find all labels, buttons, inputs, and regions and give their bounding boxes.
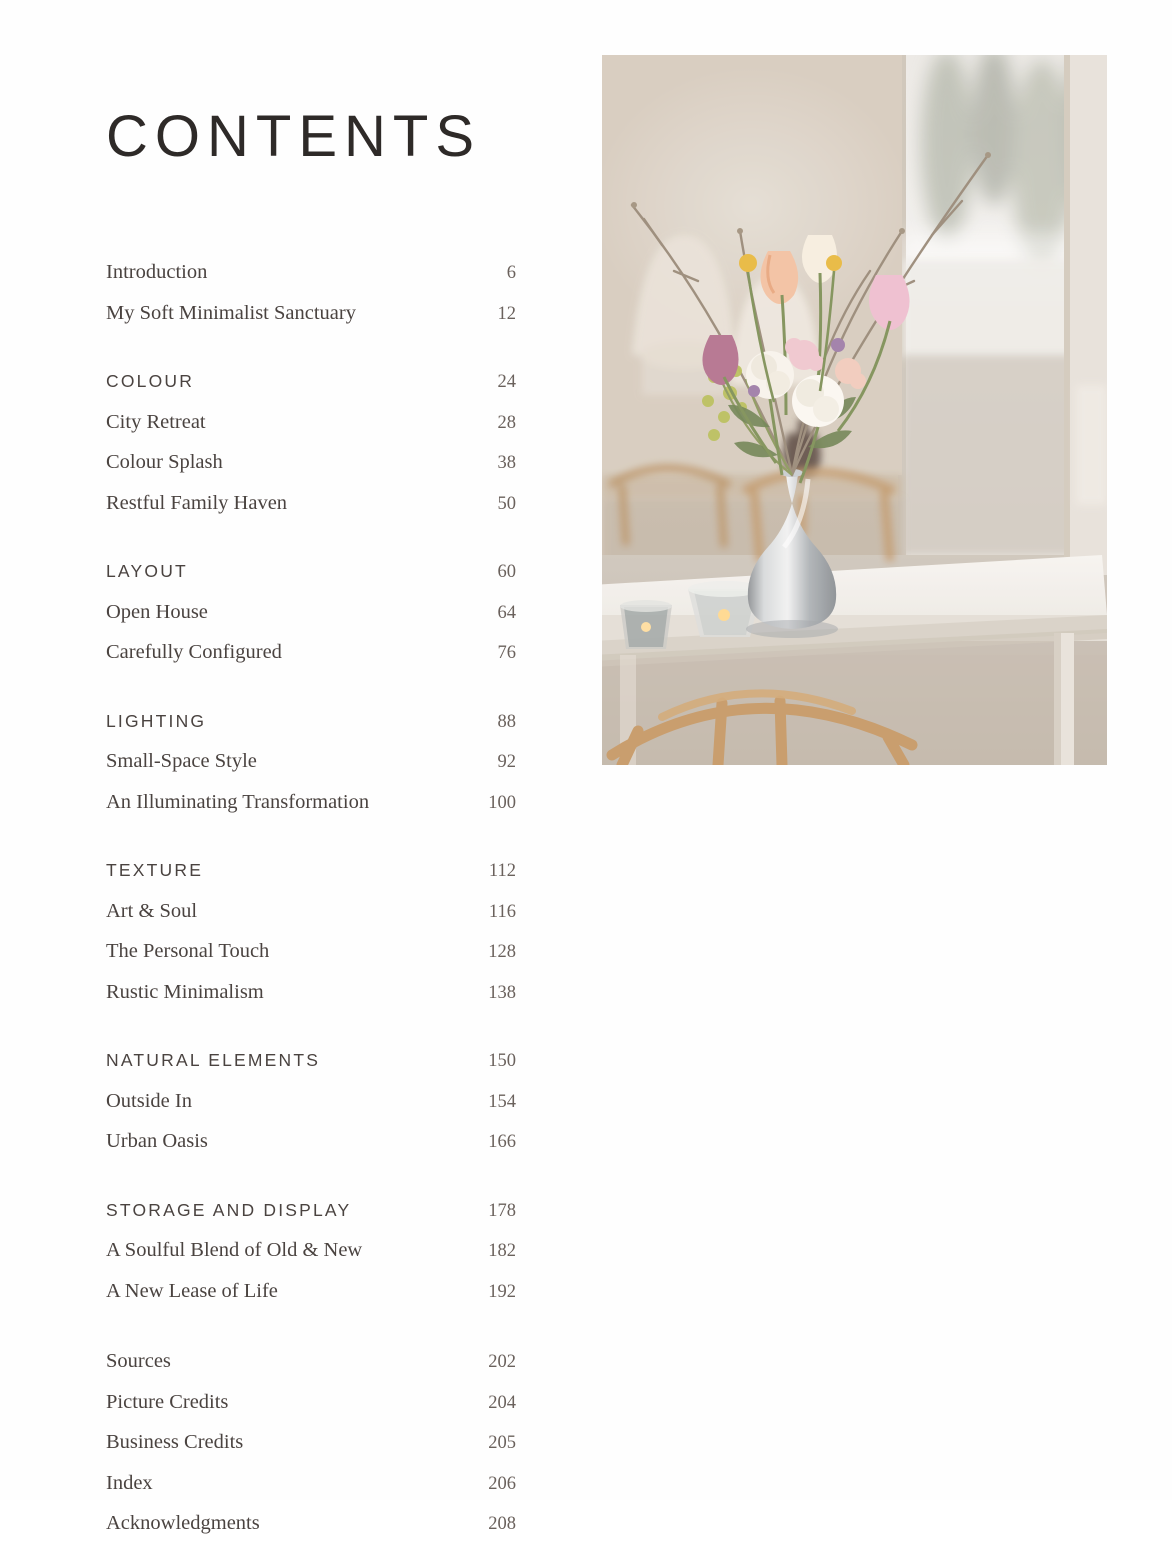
toc-entry-label: Restful Family Haven [106, 491, 288, 514]
toc-entry-row[interactable] [106, 642, 524, 663]
toc-entry-row[interactable] [106, 901, 524, 922]
toc-entry-label: Index [106, 1471, 153, 1494]
toc-entry-page-number: 76 [497, 643, 516, 663]
toc-entry-label: Acknowledgments [106, 1512, 260, 1534]
toc-group-spacer [106, 343, 524, 373]
toc-group-spacer [106, 683, 524, 713]
toc-entry-row[interactable] [106, 751, 524, 772]
toc-entry-label: Carefully Configured [106, 641, 282, 663]
toc-entry-row[interactable] [106, 1351, 524, 1372]
toc-entry-label: Open House [106, 600, 208, 623]
toc-entry-page-number: 154 [488, 1091, 516, 1112]
toc-entry-page-number: 92 [497, 752, 516, 772]
toc-entry-label: STORAGE AND DISPLAY [106, 1199, 352, 1220]
toc-entry-label: A New Lease of Life [106, 1279, 278, 1302]
toc-entry-page-number: 182 [488, 1241, 516, 1261]
toc-entry-row[interactable] [106, 602, 524, 623]
toc-entry-label: COLOUR [106, 371, 195, 391]
toc-entry-label: Art & Soul [106, 899, 198, 922]
toc-entry-row[interactable] [106, 262, 524, 283]
toc-entry-page-number: 38 [497, 453, 516, 473]
toc-entry-row[interactable] [106, 941, 524, 962]
toc-entry-page-number: 100 [488, 792, 516, 813]
cover-photograph [602, 55, 1107, 765]
toc-entry-page-number: 88 [497, 711, 516, 732]
toc-entry-row[interactable] [106, 1392, 524, 1413]
toc-entry-page-number: 12 [497, 303, 516, 324]
toc-entry-label: City Retreat [106, 410, 206, 433]
toc-entry-label: Colour Splash [106, 451, 223, 473]
toc-entry-page-number: 178 [488, 1200, 516, 1221]
toc-entry-page-number: 166 [488, 1132, 516, 1152]
toc-entry-label: A Soulful Blend of Old & New [106, 1239, 363, 1261]
toc-entry-page-number: 192 [488, 1281, 516, 1302]
toc-section-row[interactable] [106, 563, 524, 582]
toc-entry-row[interactable] [106, 1240, 524, 1261]
toc-entry-label: Rustic Minimalism [106, 980, 264, 1003]
toc-entry-row[interactable] [106, 1131, 524, 1152]
page-title: CONTENTS [106, 104, 481, 169]
toc-entry-label: Urban Oasis [106, 1130, 208, 1152]
toc-entry-row[interactable] [106, 303, 524, 324]
toc-entry-page-number: 128 [488, 942, 516, 962]
toc-entry-page-number: 28 [497, 412, 516, 433]
toc-section-row[interactable] [106, 373, 524, 392]
table-of-contents [106, 104, 536, 1554]
toc-entry-label: LIGHTING [106, 710, 207, 731]
toc-entry-label: Business Credits [106, 1431, 244, 1453]
toc-entry-page-number: 150 [488, 1051, 516, 1071]
toc-section-row[interactable] [106, 862, 524, 881]
toc-entry-row[interactable] [106, 1281, 524, 1302]
toc-entry-label: TEXTURE [106, 860, 204, 880]
toc-entry-row[interactable] [106, 1473, 524, 1494]
toc-entry-page-number: 208 [488, 1514, 516, 1534]
toc-entry-row[interactable] [106, 982, 524, 1003]
toc-entry-label: Picture Credits [106, 1390, 229, 1413]
toc-entry-row[interactable] [106, 452, 524, 473]
toc-entry-page-number: 204 [488, 1392, 516, 1413]
toc-group-spacer [106, 533, 524, 563]
toc-entry-page-number: 138 [488, 982, 516, 1003]
toc-entry-page-number: 116 [488, 901, 516, 922]
toc-entry-label: The Personal Touch [106, 940, 270, 962]
toc-entry-page-number: 64 [497, 602, 516, 623]
toc-group-spacer [106, 1321, 524, 1351]
toc-group-spacer [106, 1022, 524, 1052]
toc-entry-row[interactable] [106, 412, 524, 433]
toc-entry-label: NATURAL ELEMENTS [106, 1050, 321, 1070]
toc-entry-label: My Soft Minimalist Sanctuary [106, 301, 356, 324]
toc-section-row[interactable] [106, 1052, 524, 1071]
toc-entry-row[interactable] [106, 1513, 524, 1534]
toc-section-row[interactable] [106, 1199, 524, 1221]
toc-entry-row[interactable] [106, 792, 524, 813]
toc-entry-page-number: 202 [488, 1352, 516, 1372]
toc-entry-label: Small-Space Style [106, 750, 257, 772]
contents-list [106, 262, 524, 1534]
toc-entry-row[interactable] [106, 1091, 524, 1112]
toc-entry-row[interactable] [106, 1432, 524, 1453]
toc-entry-label: An Illuminating Transformation [106, 790, 370, 813]
toc-entry-page-number: 24 [497, 372, 516, 392]
toc-section-row[interactable] [106, 710, 524, 732]
toc-entry-label: Outside In [106, 1089, 192, 1112]
toc-entry-row[interactable] [106, 493, 524, 514]
toc-entry-page-number: 112 [488, 861, 516, 881]
toc-group-spacer [106, 1172, 524, 1202]
toc-entry-label: LAYOUT [106, 561, 188, 581]
toc-group-spacer [106, 832, 524, 862]
toc-entry-page-number: 6 [506, 263, 516, 283]
toc-entry-page-number: 50 [497, 493, 516, 514]
toc-entry-page-number: 206 [488, 1473, 516, 1494]
toc-entry-page-number: 60 [497, 562, 516, 582]
toc-entry-label: Introduction [106, 261, 208, 283]
toc-entry-page-number: 205 [488, 1433, 516, 1453]
toc-entry-label: Sources [106, 1350, 171, 1372]
